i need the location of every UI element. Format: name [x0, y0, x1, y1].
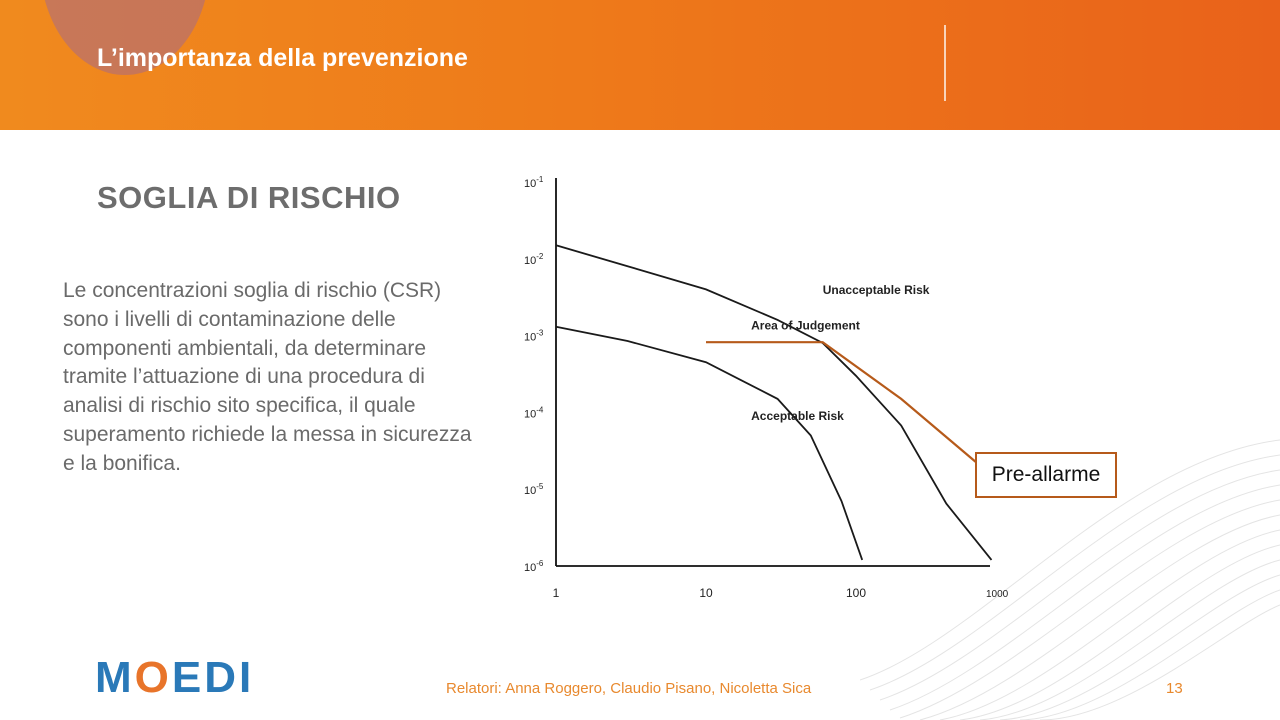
risk-curve-2 [556, 327, 862, 560]
region-label: Area of Judgement [751, 318, 860, 333]
logo-letter-o: O [134, 653, 172, 702]
x-tick-label: 1 [552, 586, 560, 600]
risk-chart [515, 170, 1075, 610]
region-label: Acceptable Risk [751, 408, 844, 423]
pre-allarme-callout: Pre-allarme [975, 452, 1117, 498]
slide-title: L’importanza della prevenzione [97, 44, 468, 72]
y-tick-label: $10^{-3}$ [524, 328, 544, 344]
region-label: Unacceptable Risk [822, 282, 930, 297]
chart-axes [556, 178, 990, 566]
logo-letter-m: M [95, 653, 135, 702]
page-number: 13 [1166, 680, 1183, 697]
y-tick-label: $10^{-4}$ [524, 405, 544, 421]
y-tick-label: $10^{-1}$ [524, 175, 544, 190]
y-tick-label: $10^{-6}$ [524, 559, 544, 574]
header-banner [0, 0, 1280, 130]
x-tick-label: 100 [845, 586, 867, 600]
x-tick-label: 1000 [986, 589, 1009, 600]
x-tick-label: 10 [699, 586, 713, 600]
logo-letters-edi: EDI [171, 653, 255, 702]
y-tick-label: $10^{-2}$ [524, 251, 544, 267]
section-title: SOGLIA DI RISCHIO [97, 180, 401, 215]
footer-speakers: Relatori: Anna Roggero, Claudio Pisano, Nicoletta Sica [446, 680, 812, 697]
y-tick-label: $10^{-5}$ [524, 482, 544, 498]
header-divider [944, 25, 946, 101]
moedi-logo [95, 653, 255, 702]
chart-labels [524, 175, 1009, 600]
body-paragraph: Le concentrazioni soglia di rischio (CSR) sono i livelli di contaminazione delle componenti ambientali, da determinare tramite l’attuazione di una procedura di analisi di rischio sito specifica, il quale superamento richiede la messa in sicurezza e la bonifica. [63, 279, 472, 475]
